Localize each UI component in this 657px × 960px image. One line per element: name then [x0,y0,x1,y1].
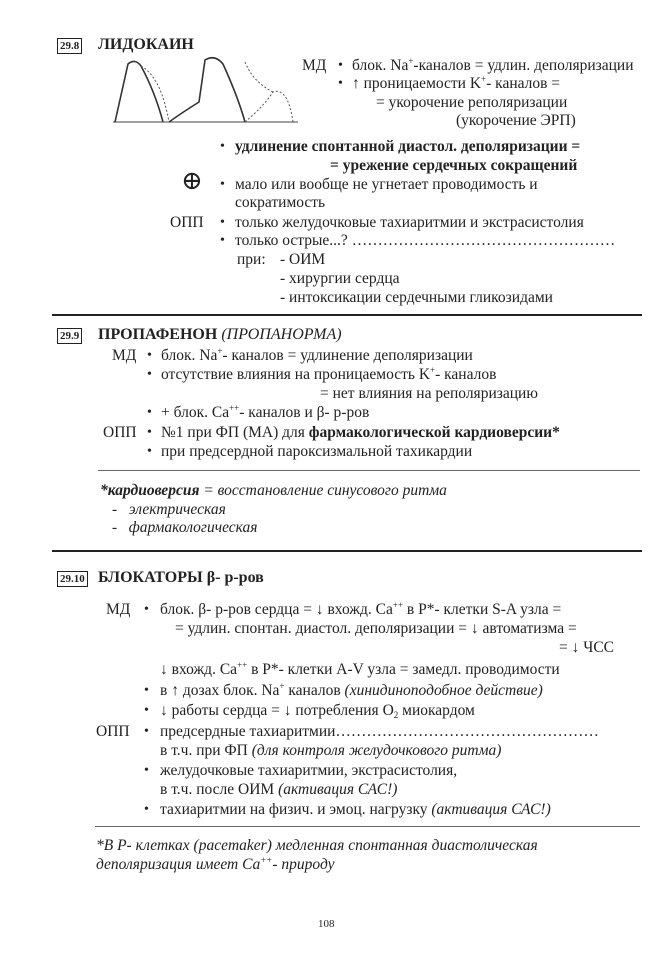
md-item-5: в ↑ дозах блок. Na+ каналов (хинидиноподобное действие) [160,681,543,699]
section-title: ЛИДОКАИН [98,36,194,53]
section-number: 29.10 [57,571,88,587]
bullet: • [144,703,149,718]
opp-item-2: при предсердной пароксизмальной тахикардии [161,443,473,460]
md-item-4: ↓ вхожд. Ca++ в Р*- клетки A-V узла = замедл. проводимости [160,660,560,678]
md-item-6: ↓ работы сердца = ↓ потребления $O_2$ миокардом [160,702,475,720]
plus-line-2: сократимость [235,194,326,211]
opp-label: ОПП [170,214,204,231]
effect-line-2: = урежение сердечных сокращений [330,157,578,174]
pri-label: при: [237,251,266,268]
md-item-3: = нет влияния на реполяризацию [320,385,538,402]
footnote-line-2: деполяризация имеет Ca++- природу [96,855,335,873]
section-divider [52,550,642,552]
bullet: • [220,177,225,192]
bullet: • [144,602,149,617]
pri-item-3: - интоксикации сердечными гликозидами [280,289,553,306]
action-potential-diagram [103,52,303,142]
bullet: • [220,233,225,248]
md-item-1: блок. β- р-ров сердца = ↓ вхожд. Ca++ в Р*- клетки S-A узла = [160,600,562,618]
md-label: МД [302,57,327,74]
note-item-2: - фармакологическая [112,519,258,536]
section-number: 29.8 [57,38,82,54]
opp-item-3: тахиаритмии на физич. и эмоц. нагрузку (активация САС!) [160,801,551,818]
bullet: • [220,139,225,154]
opp-item-2-sub: в т.ч. после ОИМ (активация САС!) [160,781,398,798]
ap-curve-2-dashed [245,91,293,122]
opp-label: ОПП [96,723,130,740]
section-divider [52,314,642,316]
bullet: • [144,763,149,778]
plus-icon: ⊕ [181,166,203,195]
md-item-1: блок. Na+-каналов = удлин. деполяризации [352,56,634,74]
bullet: • [147,348,152,363]
bullet: • [338,58,343,73]
ap-curve-3-dashed [245,62,273,92]
pri-item-2: - хирургии сердца [280,270,400,287]
footnote-divider [95,826,640,827]
ap-curve-1 [115,61,163,122]
opp-item-2: желудочковые тахиаритмии, экстрасистолия, [160,762,458,779]
opp-item-1-sub: в т.ч. при ФП (для контроля желудочкового ритма) [160,742,502,759]
bullet: • [147,405,152,420]
ap-curve-2 [169,58,245,122]
bullet: • [220,215,225,230]
opp-item-1: предсердные тахиаритмии…………………………………………… [160,723,599,740]
md-label: МД [112,347,137,364]
md-item-4: (укорочение ЭРП) [456,112,576,129]
bullet: • [144,802,149,817]
bullet: • [144,683,149,698]
bullet: • [144,724,149,739]
opp-item-1: только желудочковые тахиаритмии и экстрасистолия [235,214,584,231]
md-item-3: = укорочение реполяризации [376,94,568,111]
bullet: • [147,367,152,382]
md-item-2: ↑ проницаемости K+- каналов = [352,74,561,92]
opp-label: ОПП [103,424,137,441]
section-title: БЛОКАТОРЫ β- р-ров [98,569,264,586]
bullet: • [338,76,343,91]
opp-item-1: №1 при ФП (МА) для фармакологической кардиоверсии* [161,424,560,441]
note-item-1: - электрическая [112,501,226,518]
md-item-2: = удлин. спонтан. диастол. деполяризации = ↓ автоматизма = [175,620,577,637]
bullet: • [147,425,152,440]
md-item-3: = ↓ ЧСС [559,639,614,656]
effect-line-1: удлинение спонтанной диастол. деполяризации = [235,138,581,155]
note-definition: *кардиоверсия = восстановление синусового ритма [100,482,447,499]
md-item-1: блок. Na+- каналов = удлинение деполяризации [161,346,473,364]
section-number: 29.9 [57,328,82,344]
md-item-4: + блок. Ca++- каналов и β- р-ров [161,403,370,421]
opp-item-2: только острые...? …………………………………………… [235,232,616,249]
md-item-2: отсутствие влияния на проницаемость K+- каналов [161,365,497,383]
page-number: 108 [318,918,335,930]
pri-item-1: - ОИМ [280,251,326,268]
plus-line-1: мало или вообще не угнетает проводимость и [235,176,538,193]
bullet: • [147,444,152,459]
md-label: МД [106,601,131,618]
footnote-line-1: *В Р- клетках (pacemaker) медленная спонтанная диастолическая [96,837,538,854]
note-divider [98,470,640,471]
section-title: ПРОПАФЕНОН (ПРОПАНОРМА) [98,326,342,343]
